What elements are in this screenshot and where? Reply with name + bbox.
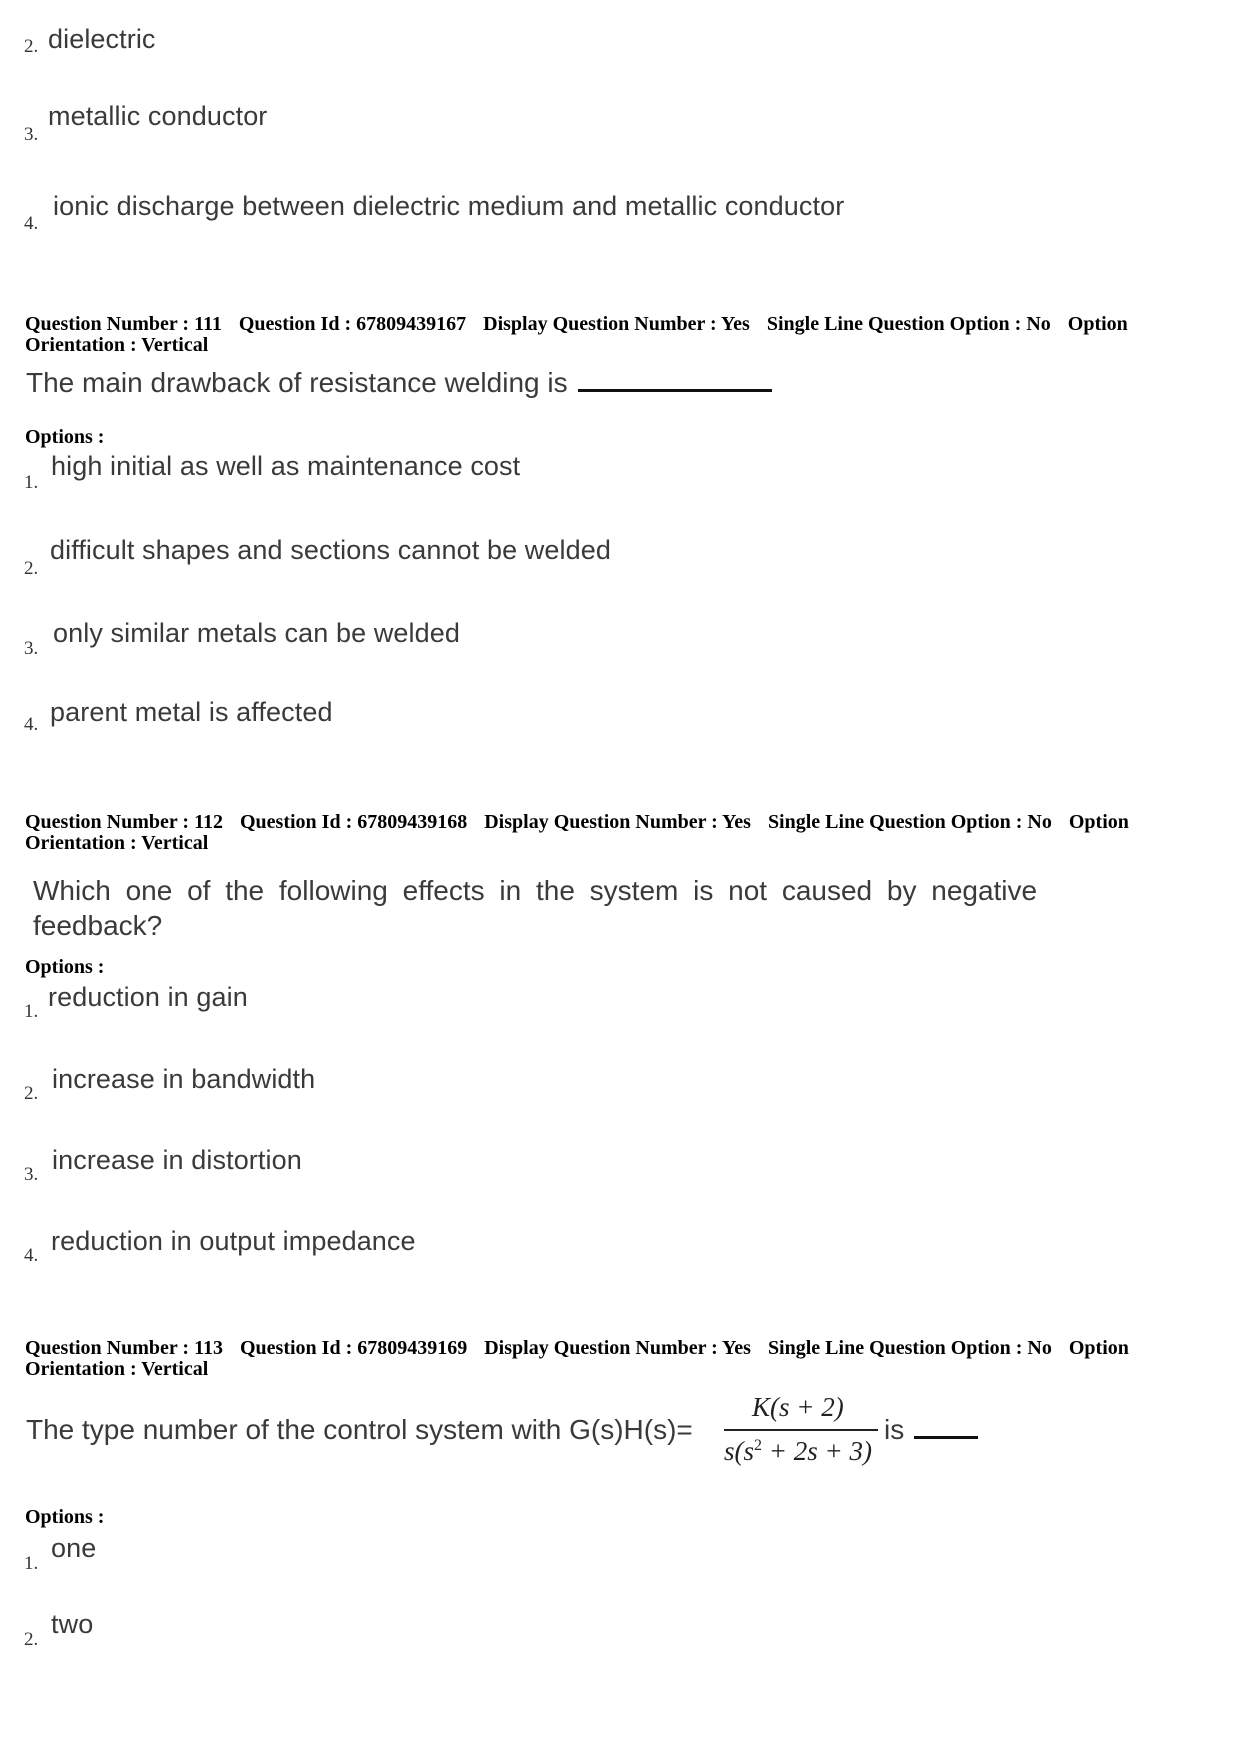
question-text-content: The main drawback of resistance welding is (26, 367, 568, 398)
options-label: Options : (25, 956, 105, 978)
question-number: Question Number : 112 (25, 811, 223, 833)
answer-blank (578, 387, 772, 392)
denominator-exponent: 2 (754, 1437, 763, 1454)
option-number: 2. (24, 1629, 39, 1650)
option-number: 3. (24, 638, 39, 659)
question-meta (25, 314, 1215, 356)
single-line-option: Single Line Question Option : No (767, 1337, 1052, 1359)
option-number: 1. (24, 1001, 39, 1022)
question-meta (25, 812, 1215, 854)
options-label: Options : (25, 426, 105, 448)
answer-blank (914, 1434, 978, 1439)
option-text: ionic discharge between dielectric medium and metallic conductor (53, 191, 845, 221)
option-number: 3. (24, 1164, 39, 1185)
display-question-number: Display Question Number : Yes (483, 313, 750, 335)
option-text: two (51, 1609, 94, 1639)
option-text: reduction in output impedance (51, 1226, 416, 1256)
question-id: Question Id : 67809439169 (239, 1337, 468, 1359)
option-number: 3. (24, 124, 39, 145)
option-text: metallic conductor (48, 101, 268, 131)
option-text: dielectric (48, 24, 156, 54)
option-text: high initial as well as maintenance cost (51, 451, 521, 481)
question-number: Question Number : 113 (25, 1337, 223, 1359)
single-line-option: Single Line Question Option : No (767, 811, 1052, 833)
fraction-denominator (724, 1436, 872, 1467)
option-text: increase in bandwidth (52, 1064, 316, 1094)
option-number: 2. (24, 36, 39, 57)
question-text-line-2: feedback? (33, 910, 163, 941)
option-number: 2. (24, 1083, 39, 1104)
question-meta (25, 1338, 1215, 1380)
option-text: one (51, 1533, 97, 1563)
display-question-number: Display Question Number : Yes (484, 811, 751, 833)
option-text: difficult shapes and sections cannot be welded (50, 535, 611, 565)
option-number: 2. (24, 558, 39, 579)
question-id: Question Id : 67809439168 (239, 811, 468, 833)
option-number: 1. (24, 472, 39, 493)
question-text: The type number of the control system with G(s)H(s)= (26, 1414, 693, 1445)
option-orientation: Option Orientation : Vertical (25, 313, 1128, 356)
question-number: Question Number : 111 (25, 313, 222, 335)
fraction-bar (724, 1429, 878, 1431)
question-text-is: is (884, 1414, 905, 1445)
denominator-part: + 2s + 3) (762, 1436, 872, 1466)
option-text: increase in distortion (52, 1145, 302, 1175)
option-orientation: Option Orientation : Vertical (25, 811, 1129, 854)
denominator-part: s(s (724, 1436, 755, 1466)
display-question-number: Display Question Number : Yes (484, 1337, 751, 1359)
option-text: parent metal is affected (50, 697, 333, 727)
options-label: Options : (25, 1506, 105, 1528)
option-number: 4. (24, 1245, 39, 1266)
option-number: 1. (24, 1553, 39, 1574)
question-id: Question Id : 67809439167 (238, 313, 467, 335)
question-text (26, 367, 772, 399)
option-number: 4. (24, 213, 39, 234)
fraction-numerator: K(s + 2) (752, 1392, 844, 1422)
question-text-line-1: Which one of the following effects in the system is not caused by negative (33, 875, 1038, 906)
option-text: reduction in gain (48, 982, 248, 1012)
option-orientation: Option Orientation : Vertical (25, 1337, 1129, 1380)
question-text-suffix (884, 1414, 978, 1446)
single-line-option: Single Line Question Option : No (766, 313, 1051, 335)
option-text: only similar metals can be welded (53, 618, 460, 648)
option-number: 4. (24, 714, 39, 735)
